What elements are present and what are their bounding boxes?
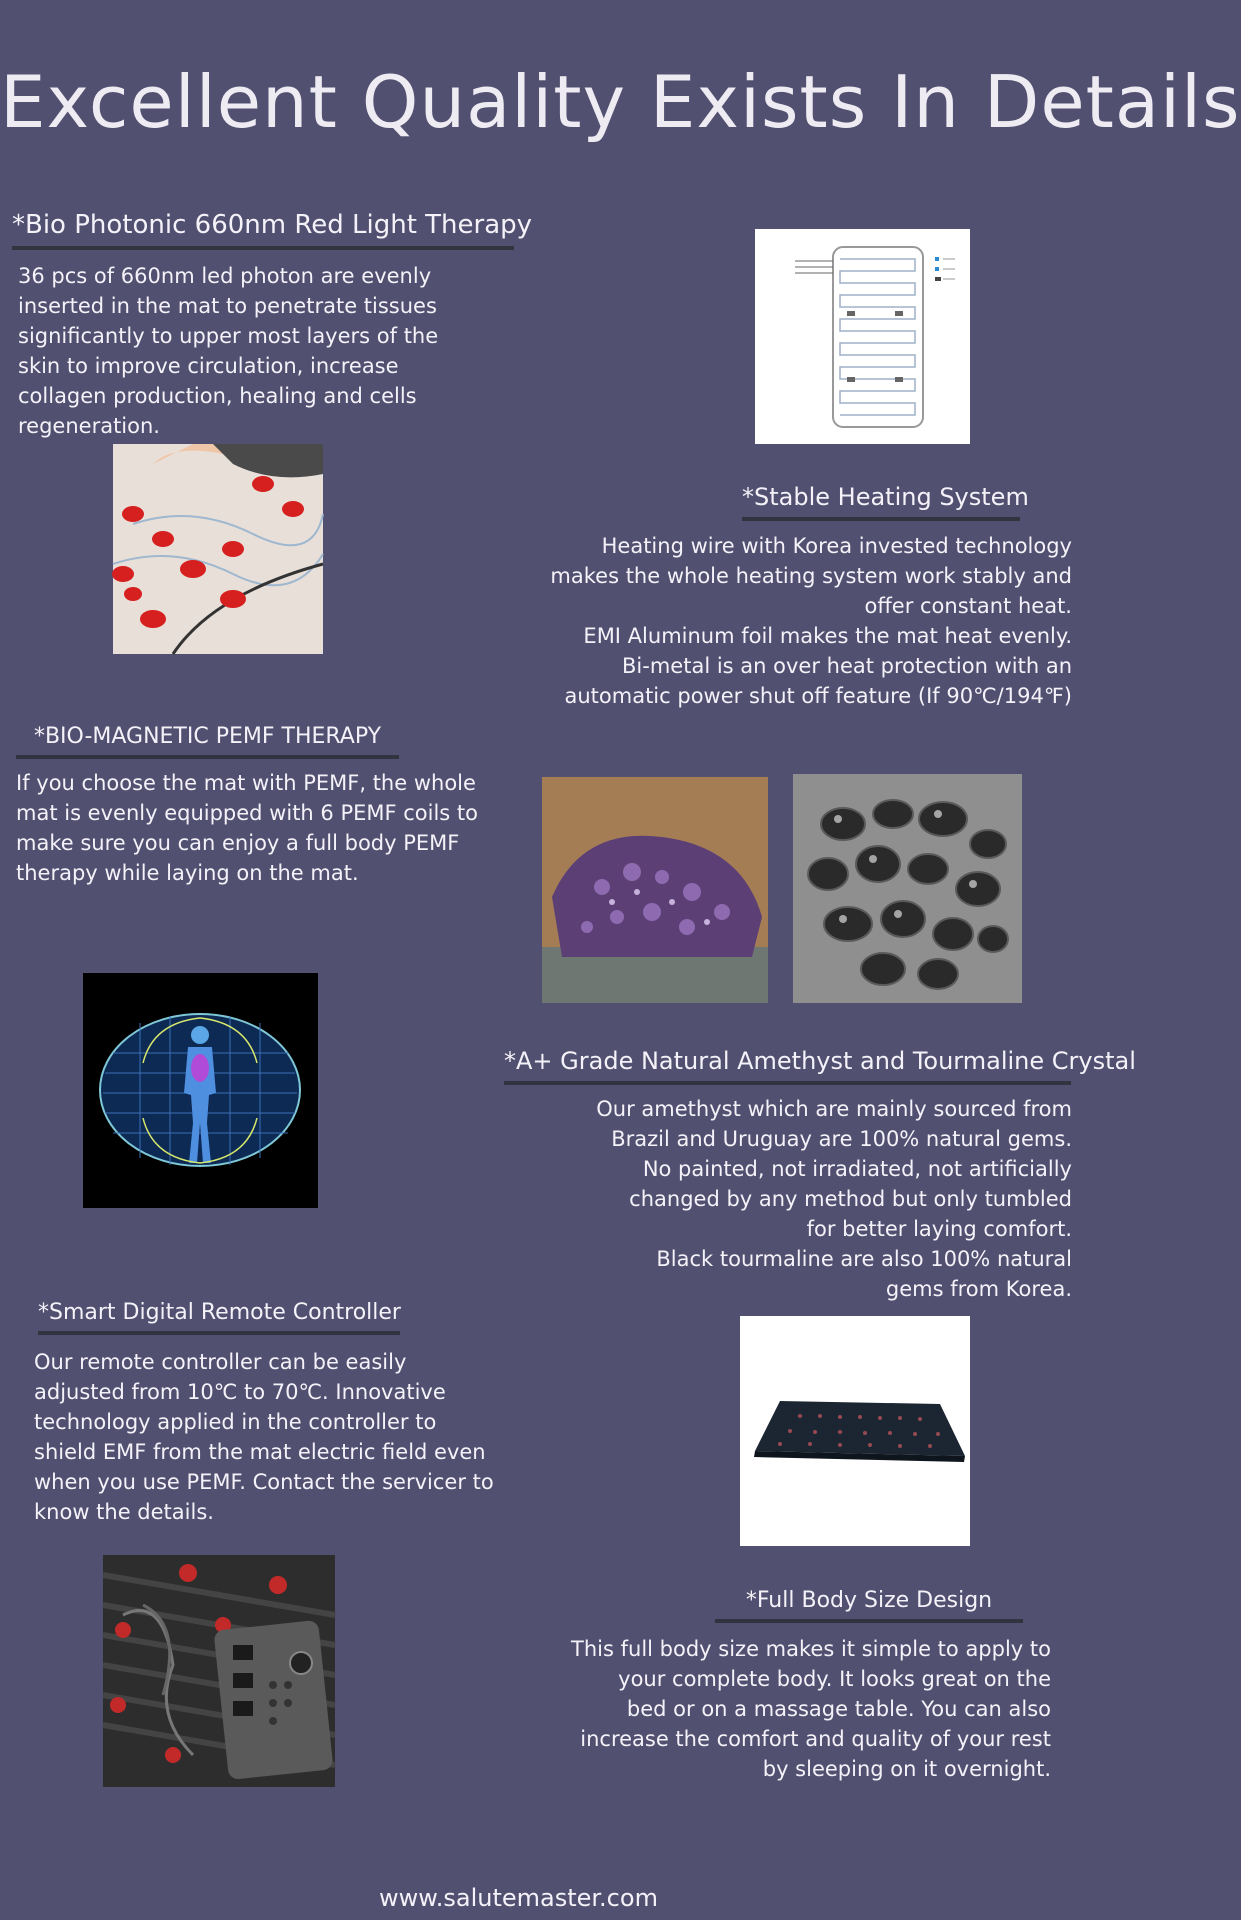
crystal-body: Our amethyst which are mainly sourced from Brazil and Uruguay are 100% natural gems. No painted, not irradiated, not artificially changed by any method but only tumbled for better laying comfort. Black tourmaline are also 100% natural gems from Korea.: [596, 1097, 1072, 1301]
red-light-title: *Bio Photonic 660nm Red Light Therapy: [12, 210, 514, 250]
pemf-title: *BIO-MAGNETIC PEMF THERAPY: [16, 724, 399, 759]
red-light-body: 36 pcs of 660nm led photon are evenly inserted in the mat to penetrate tissues significantly to upper most layers of the skin to improve circulation, increase collagen production, healing and cells regeneration.: [18, 264, 439, 438]
tourmaline-image: [793, 774, 1022, 1003]
remote-controller-image: [103, 1555, 335, 1787]
full-body-title: *Full Body Size Design: [715, 1588, 1023, 1623]
tourmaline-stones-illustration: [793, 774, 1022, 1003]
full-body-mat-image: [740, 1316, 970, 1546]
red-light-image: [113, 444, 323, 654]
full-body-body: This full body size makes it simple to apply to your complete body. It looks great on the bed or on a massage table. You can also increase the comfort and quality of your rest by sleeping on it overnight.: [571, 1637, 1051, 1781]
heating-diagram-image: [755, 229, 970, 444]
remote-title: *Smart Digital Remote Controller: [38, 1300, 400, 1335]
amethyst-image: [542, 777, 768, 1003]
controller-illustration: [103, 1555, 335, 1787]
crystal-title: *A+ Grade Natural Amethyst and Tourmaline Crystal: [504, 1047, 1071, 1085]
remote-body: Our remote controller can be easily adjusted from 10℃ to 70℃. Innovative technology applied in the controller to shield EMF from the mat electric field even when you use PEMF. Contact the servicer to know the details.: [34, 1350, 494, 1524]
amethyst-crystal-illustration: [542, 777, 768, 1003]
pemf-image: [83, 973, 318, 1208]
heating-body: Heating wire with Korea invested technology makes the whole heating system work stably and offer constant heat. EMI Aluminum foil makes the mat heat evenly. Bi-metal is an over heat protection with an automatic power shut off feature (If 90℃/194℉): [550, 534, 1072, 708]
page-title: Excellent Quality Exists In Details: [0, 60, 1241, 144]
heating-wire-diagram: [755, 229, 970, 444]
pemf-body: If you choose the mat with PEMF, the whole mat is evenly equipped with 6 PEMF coils to make sure you can enjoy a full body PEMF therapy while laying on the mat.: [16, 771, 479, 885]
heating-title: *Stable Heating System: [742, 483, 1020, 521]
mat-product-illustration: [740, 1316, 970, 1546]
red-led-mat-illustration: [113, 444, 323, 654]
website-url[interactable]: www.salutemaster.com: [379, 1884, 658, 1912]
body-scan-illustration: [83, 973, 318, 1208]
